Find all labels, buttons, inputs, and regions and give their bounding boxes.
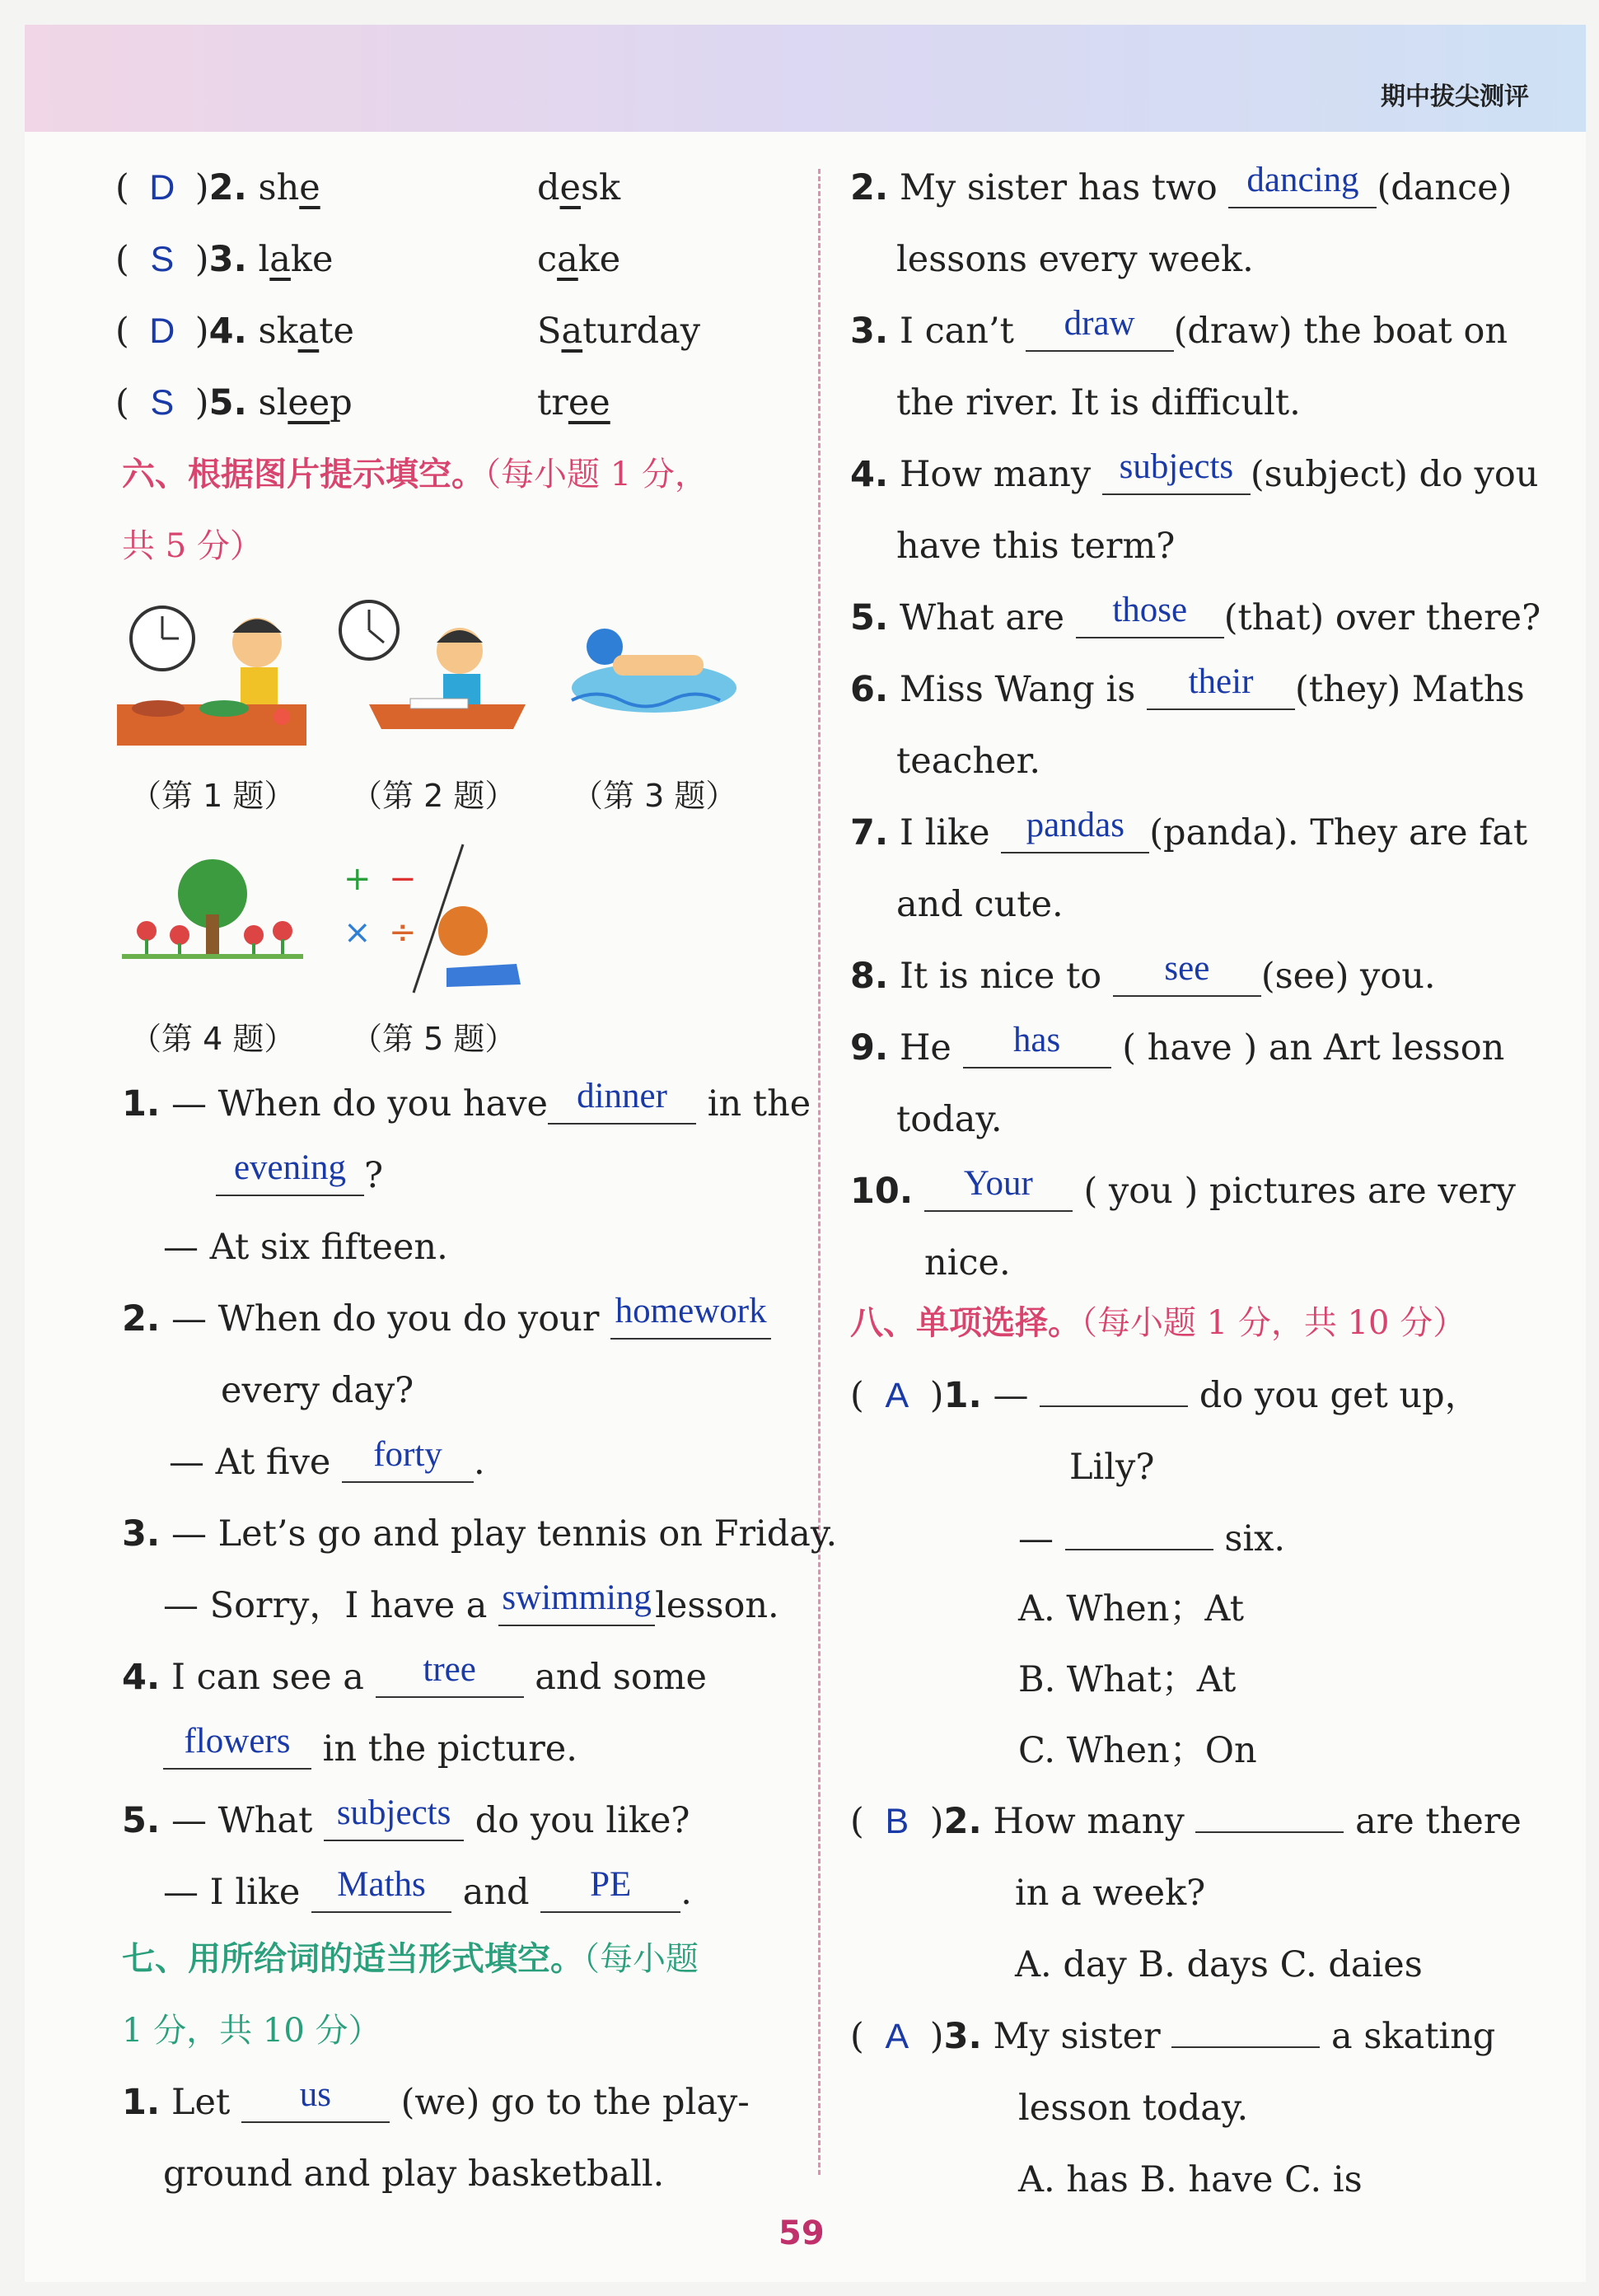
phonics-row: ( S )5. sleep <box>115 380 353 426</box>
answer-choice: A <box>885 2017 909 2056</box>
svg-text:+: + <box>344 860 372 898</box>
s7-item-4-cont: have this term? <box>896 526 1176 567</box>
section-7-score: 1 分，共 10 分） <box>122 2012 381 2050</box>
answer-choice: B <box>885 1802 909 1841</box>
s7-item-10: 10. Your ( you ) pictures are very <box>850 1164 1516 1212</box>
s7-item-4: 4. How many subjects (subject) do you <box>850 447 1539 495</box>
s7-item-1: 1. Let us (we) go to the play- <box>122 2075 750 2123</box>
s6-q2: 2. — When do you do your homework <box>122 1296 771 1342</box>
phonics-word: Saturday <box>537 311 701 352</box>
header-title: 期中拔尖测评 <box>1381 82 1529 111</box>
s8-q3-options: A. has B. have C. is <box>1018 2159 1363 2200</box>
s8-q1-option-a: A. When；At <box>1018 1588 1244 1630</box>
s8-q1-reply: — six. <box>1018 1518 1286 1560</box>
s7-item-8: 8. It is nice to see (see) you. <box>850 949 1436 997</box>
phonics-word: cake <box>537 239 621 280</box>
phonics-row: ( S )3. lake <box>115 236 333 283</box>
s6-q1-cont: evening ? <box>216 1153 383 1199</box>
picture-homework <box>336 593 534 758</box>
s6-q3: 3. — Let’s go and play tennis on Friday. <box>122 1513 838 1555</box>
s8-q1: ( A )1. — do you get up， <box>850 1372 1480 1419</box>
phonics-word: desk <box>537 167 621 208</box>
answer-choice: S <box>150 383 175 423</box>
phonics-row: ( D )4. skate <box>115 308 354 354</box>
s8-q3: ( A )3. My sister a skating <box>850 2013 1495 2060</box>
s6-q5: 5. — What subjects do you like? <box>122 1793 690 1841</box>
page-number: 59 <box>778 2214 825 2252</box>
s8-q2-cont: in a week? <box>1015 1873 1206 1914</box>
s8-q3-cont: lesson today. <box>1018 2088 1249 2129</box>
picture-swimming <box>563 610 745 733</box>
svg-text:−: − <box>389 860 417 898</box>
answer-choice: D <box>149 168 175 208</box>
s7-item-3: 3. I can’t draw (draw) the boat on <box>850 304 1508 352</box>
answer-choice: D <box>149 311 175 351</box>
s7-item-2: 2. My sister has two dancing (dance) <box>850 161 1513 208</box>
s6-q1: 1. — When do you have dinner in the <box>122 1077 811 1125</box>
phonics-word: tree <box>537 382 610 423</box>
svg-text:÷: ÷ <box>389 914 417 952</box>
s7-item-6: 6. Miss Wang is their (they) Maths <box>850 662 1525 710</box>
answer-choice: A <box>885 1376 909 1415</box>
s7-item-10-cont: nice. <box>924 1242 1011 1284</box>
header-banner <box>25 25 1586 132</box>
section-6-title: 六、根据图片提示填空。（每小题 1 分， <box>122 456 708 493</box>
s7-item-6-cont: teacher. <box>896 741 1041 782</box>
answer-choice: S <box>150 240 175 279</box>
section-6-score: 共 5 分） <box>122 527 263 565</box>
s6-q2-cont: every day? <box>221 1370 414 1411</box>
svg-text:×: × <box>344 914 372 952</box>
s8-q1-cont: Lily? <box>1069 1447 1155 1488</box>
picture-caption-3: （第 3 题） <box>572 778 737 814</box>
section-8-title: 八、单项选择。（每小题 1 分，共 10 分） <box>850 1304 1466 1342</box>
picture-caption-2: （第 2 题） <box>351 778 517 814</box>
picture-caption-4: （第 4 题） <box>130 1021 296 1057</box>
s7-item-1-cont: ground and play basketball. <box>163 2153 665 2195</box>
s6-q4: 4. I can see a tree and some <box>122 1650 707 1698</box>
section-7-title: 七、用所给词的适当形式填空。（每小题 <box>122 1940 699 1978</box>
s7-item-5: 5. What are those (that) over there? <box>850 591 1541 638</box>
s6-q5-reply: — I like Maths and PE . <box>163 1865 692 1913</box>
column-divider <box>818 169 821 2175</box>
picture-subjects <box>339 840 529 997</box>
picture-tree-flowers <box>122 857 303 964</box>
s7-item-7: 7. I like pandas (panda). They are fat <box>850 806 1528 853</box>
s7-item-7-cont: and cute. <box>896 884 1064 925</box>
s6-q3-reply: — Sorry，I have a swimminglesson. <box>163 1578 779 1626</box>
s7-item-3-cont: the river. It is difficult. <box>896 382 1301 423</box>
picture-caption-5: （第 5 题） <box>351 1021 517 1057</box>
s7-item-2-cont: lessons every week. <box>896 239 1254 280</box>
s8-q1-option-c: C. When；On <box>1018 1730 1257 1771</box>
s6-q4-cont: flowers in the picture. <box>163 1726 577 1772</box>
s8-q2: ( B )2. How many are there <box>850 1798 1522 1845</box>
picture-caption-1: （第 1 题） <box>130 778 296 814</box>
phonics-row: ( D )2. she <box>115 165 320 211</box>
s6-q2-reply: — At five forty . <box>169 1435 485 1483</box>
s7-item-9-cont: today. <box>896 1099 1003 1140</box>
s8-q2-options: A. day B. days C. daies <box>1015 1944 1423 1985</box>
s6-q1-reply: — At six fifteen. <box>163 1227 448 1268</box>
s8-q1-option-b: B. What；At <box>1018 1659 1237 1700</box>
s7-item-9: 9. He has ( have ) an Art lesson <box>850 1021 1505 1069</box>
picture-dinner <box>117 593 306 758</box>
